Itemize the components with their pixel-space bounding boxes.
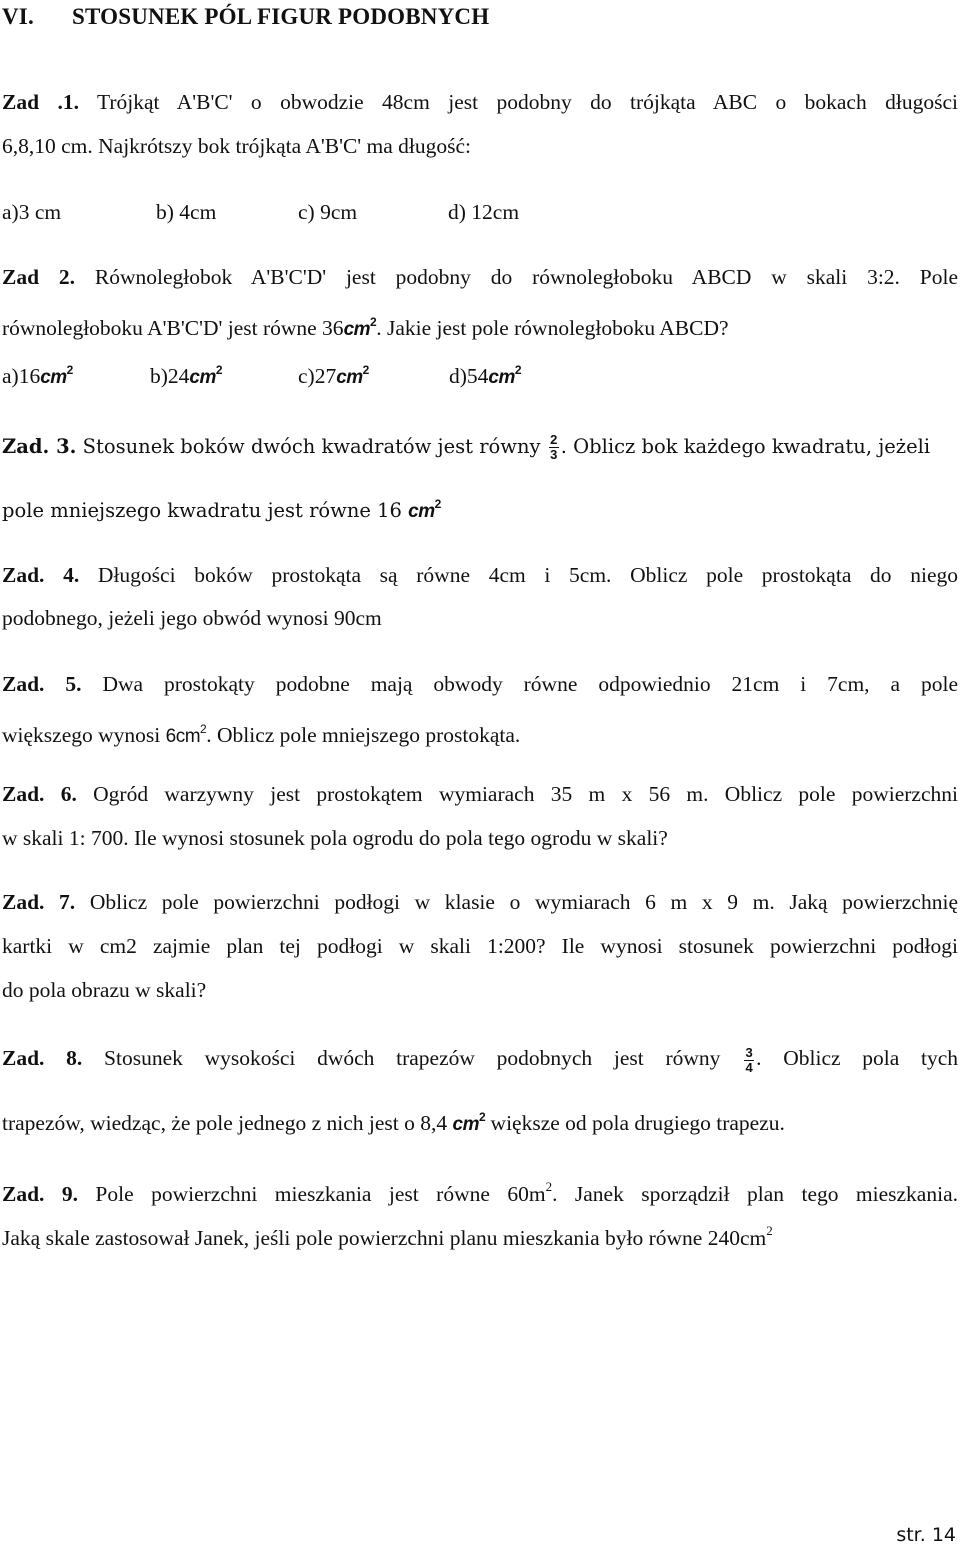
task-3-text-1a: Stosunek boków dwóch kwadratów jest równy [82,435,541,458]
task-8-text-1b: . Oblicz pola tych [756,1046,959,1070]
task-9-label: Zad. 9. [2,1182,78,1206]
task-1-line-2 [2,133,958,159]
task-1-line-1 [2,89,958,115]
task-3-line-1 [2,434,958,461]
unit-cm2: $cm^2$ [452,1110,486,1135]
task-4-line-1 [2,562,958,588]
task-9-text-2: Jaką skale zastosował Janek, jeśli pole powierzchni planu mieszkania było równe 240cm [2,1226,767,1250]
task-1-option-a: a)3 cm [2,200,62,224]
task-8-text-1a: Stosunek wysokości dwóch trapezów podobnych jest równy [104,1046,721,1070]
task-7-line-1 [2,889,958,915]
task-2-label: Zad 2. [2,265,76,289]
task-3-text-2: pole mniejszego kwadratu jest równe 16 [2,499,402,522]
section-title [2,4,489,30]
task-4-text: Długości boków prostokąta są równe 4cm i 5cm. Oblicz pole prostokąta do niego [97,563,958,587]
task-2-option-a: $a)16cm^2$ [2,363,73,388]
task-6-text-2: w skali 1: 700. Ile wynosi stosunek pola ogrodu do pola tego ogrodu w skali? [2,826,668,850]
section-number: VI. [2,4,34,29]
task-6-text: Ogród warzywny jest prostokątem wymiarach 35 m x 56 m. Oblicz pole powierzchni [93,782,958,806]
task-2-line-1 [2,264,958,290]
task-5-text: Dwa prostokąty podobne mają obwody równe odpowiednio 21cm i 7cm, a pole [102,672,958,696]
task-1-option-d: d) 12cm [448,200,520,224]
task-1-label: Zad .1. [2,90,79,114]
task-8-text-2b: większe od pola drugiego trapezu. [490,1111,785,1135]
unit-cm2: $cm^2$ [408,497,441,522]
task-2-options [2,357,958,391]
task-9-line-2 [2,1218,958,1251]
task-5-line-2 [2,716,958,750]
fraction-2-3: $\frac{2}{3}$ [550,432,558,462]
task-2-line-2 [2,309,958,343]
section-heading: STOSUNEK PÓL FIGUR PODOBNYCH [72,4,490,29]
unit-cm2: $cm^2$ [343,315,377,340]
task-7-text-3: do pola obrazu w skali? [2,978,207,1002]
task-8-line-2 [2,1104,958,1138]
task-1-text: Trójkąt A'B'C' o obwodzie 48cm jest podobny do trójkąta ABC o bokach długości [96,90,958,114]
task-7-line-2 [2,933,958,959]
task-2-text-2a: równoległoboku A'B'C'D' jest równe 36 [2,316,344,340]
task-1-option-c: c) 9cm [298,200,358,224]
task-7-label: Zad. 7. [2,890,76,914]
task-2-option-b: $b)24cm^2$ [150,363,223,388]
task-2-option-d: $d)54cm^2$ [449,363,522,388]
task-3-text-1b: . Oblicz bok każdego kwadratu, jeżeli [560,435,931,458]
unit-6cm2: $6cm^2$ [165,722,207,747]
task-7-text-2: kartki w cm2 zajmie plan tej podłogi w skali 1:200? Ile wynosi stosunek powierzchni podłogi [2,934,958,958]
task-6-label: Zad. 6. [2,782,77,806]
task-4-text-2: podobnego, jeżeli jego obwód wynosi 90cm [2,606,382,630]
task-1-options [2,199,958,225]
task-3-line-2 [2,491,958,525]
task-4-line-2 [2,605,958,631]
task-5-text-2a: większego wynosi [2,723,161,747]
task-8-text-2a: trapezów, wiedząc, że pole jednego z nich jest o 8,4 [2,1111,448,1135]
task-7-text: Oblicz pole powierzchni podłogi w klasie o wymiarach 6 m x 9 m. Jaką powierzchnię [89,890,958,914]
page-number: str. 14 [896,1524,956,1546]
task-9-line-1 [2,1174,958,1207]
superscript-2: 2 [766,1223,773,1238]
fraction-3-4: $\frac{3}{4}$ [745,1044,753,1075]
task-8-label: Zad. 8. [2,1046,83,1070]
task-2-text-2b: . Jakie jest pole równoległoboku ABCD? [376,316,729,340]
task-3-label: Zad. 3. [2,435,77,458]
task-1-text-2: 6,8,10 cm. Najkrótszy bok trójkąta A'B'C' ma długość: [2,134,472,158]
task-2-option-c: $c)27cm^2$ [298,363,369,388]
task-6-line-2 [2,825,958,851]
task-1-option-b: b) 4cm [156,200,217,224]
task-6-line-1 [2,781,958,807]
task-5-line-1 [2,671,958,697]
task-4-label: Zad. 4. [2,563,80,587]
task-5-label: Zad. 5. [2,672,82,696]
task-7-line-3 [2,977,958,1003]
task-5-text-2b: . Oblicz pole mniejszego prostokąta. [206,723,521,747]
task-9-text-1: Pole powierzchni mieszkania jest równe $60m^2$. Janek sporządził plan tego mieszkania. [95,1179,958,1206]
task-8-line-1 [2,1045,958,1074]
task-2-text: Równoległobok A'B'C'D' jest podobny do równoległoboku ABCD w skali 3:2. Pole [94,265,958,289]
